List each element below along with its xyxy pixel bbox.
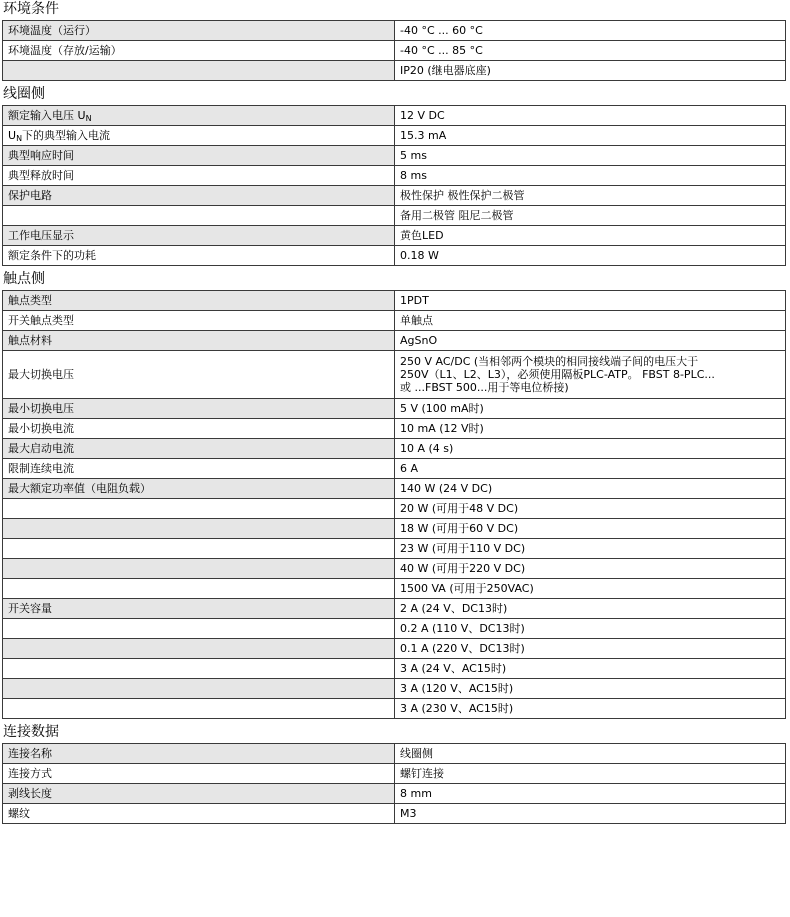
- row-label: 环境温度（运行）: [3, 21, 395, 41]
- row-label: 保护电路: [3, 186, 395, 206]
- row-value: M3: [395, 804, 786, 824]
- table-row: [3, 351, 786, 399]
- row-value: 5 V (100 mA时): [395, 399, 786, 419]
- row-label: [3, 559, 395, 579]
- row-value: [395, 351, 786, 399]
- table-row: [3, 679, 786, 699]
- table-row: [3, 459, 786, 479]
- row-value: -40 °C ... 85 °C: [395, 41, 786, 61]
- row-value: 12 V DC: [395, 106, 786, 126]
- row-value: 140 W (24 V DC): [395, 479, 786, 499]
- row-label: [3, 539, 395, 559]
- table-row: [3, 559, 786, 579]
- table-row: [3, 479, 786, 499]
- row-label: 开关触点类型: [3, 311, 395, 331]
- table-row: [3, 206, 786, 226]
- table-row: [3, 331, 786, 351]
- row-label: 限制连续电流: [3, 459, 395, 479]
- table-row: [3, 166, 786, 186]
- row-value: 18 W (可用于60 V DC): [395, 519, 786, 539]
- table-row: [3, 291, 786, 311]
- table-row: [3, 659, 786, 679]
- table-row: [3, 226, 786, 246]
- table-row: [3, 539, 786, 559]
- row-label: 螺纹: [3, 804, 395, 824]
- row-label: [3, 579, 395, 599]
- table-row: [3, 804, 786, 824]
- table-row: [3, 419, 786, 439]
- table-row: [3, 639, 786, 659]
- row-value: 0.2 A (110 V、DC13时): [395, 619, 786, 639]
- row-label: [3, 659, 395, 679]
- row-label: 额定条件下的功耗: [3, 246, 395, 266]
- contact-side-table: [2, 290, 786, 719]
- row-label: [3, 499, 395, 519]
- table-row: [3, 579, 786, 599]
- row-value: 2 A (24 V、DC13时): [395, 599, 786, 619]
- table-row: [3, 41, 786, 61]
- row-value: 8 ms: [395, 166, 786, 186]
- table-row: [3, 21, 786, 41]
- table-row: [3, 126, 786, 146]
- row-value: 0.1 A (220 V、DC13时): [395, 639, 786, 659]
- row-label: 触点材料: [3, 331, 395, 351]
- row-label: [3, 61, 395, 81]
- table-row: [3, 599, 786, 619]
- row-label: [3, 106, 395, 126]
- row-value: 0.18 W: [395, 246, 786, 266]
- table-row: [3, 764, 786, 784]
- row-label: [3, 126, 395, 146]
- row-label: 典型释放时间: [3, 166, 395, 186]
- row-label: [3, 679, 395, 699]
- row-label: 最大额定功率值（电阻负载）: [3, 479, 395, 499]
- row-label-subscript: N: [16, 134, 23, 143]
- table-row: [3, 186, 786, 206]
- row-label-prefix: U: [8, 129, 17, 142]
- value-line: 250 V AC/DC (当相邻两个模块的相同接线端子间的电压大于: [400, 355, 699, 368]
- row-label: 连接名称: [3, 744, 395, 764]
- row-value: 线圈侧: [395, 744, 786, 764]
- row-value: 8 mm: [395, 784, 786, 804]
- row-label: 剥线长度: [3, 784, 395, 804]
- row-value: 10 A (4 s): [395, 439, 786, 459]
- table-row: [3, 311, 786, 331]
- row-label: 最大启动电流: [3, 439, 395, 459]
- row-value: 6 A: [395, 459, 786, 479]
- row-value: 5 ms: [395, 146, 786, 166]
- row-value: 10 mA (12 V时): [395, 419, 786, 439]
- row-label: 最小切换电流: [3, 419, 395, 439]
- section-title-contact-side: 触点侧: [3, 271, 45, 287]
- table-row: [3, 499, 786, 519]
- row-value: 3 A (230 V、AC15时): [395, 699, 786, 719]
- environment-table: [2, 20, 786, 81]
- table-row: [3, 699, 786, 719]
- table-row: [3, 744, 786, 764]
- row-value: 40 W (可用于220 V DC): [395, 559, 786, 579]
- row-label: [3, 639, 395, 659]
- row-label: [3, 619, 395, 639]
- table-row: [3, 246, 786, 266]
- coil-side-table: [2, 105, 786, 266]
- section-title-coil-side: 线圈侧: [3, 86, 45, 102]
- row-value: 20 W (可用于48 V DC): [395, 499, 786, 519]
- row-label-text: 额定输入电压 U: [8, 109, 86, 122]
- row-label: 典型响应时间: [3, 146, 395, 166]
- table-row: [3, 519, 786, 539]
- row-value: 23 W (可用于110 V DC): [395, 539, 786, 559]
- table-row: [3, 439, 786, 459]
- table-row: [3, 619, 786, 639]
- row-label: 开关容量: [3, 599, 395, 619]
- row-label-text: 下的典型输入电流: [22, 129, 111, 142]
- row-label: 最小切换电压: [3, 399, 395, 419]
- row-label: [3, 699, 395, 719]
- row-value: 单触点: [395, 311, 786, 331]
- row-label: 环境温度（存放/运输）: [3, 41, 395, 61]
- row-value: 1PDT: [395, 291, 786, 311]
- row-label: 连接方式: [3, 764, 395, 784]
- row-value: 备用二极管 阻尼二极管: [395, 206, 786, 226]
- row-value: 3 A (24 V、AC15时): [395, 659, 786, 679]
- row-value: 1500 VA (可用于250VAC): [395, 579, 786, 599]
- connection-data-table: [2, 743, 786, 824]
- value-line: 或 ...FBST 500...用于等电位桥接): [400, 381, 569, 394]
- section-title-connection-data: 连接数据: [3, 724, 59, 740]
- table-row: [3, 106, 786, 126]
- row-value: 15.3 mA: [395, 126, 786, 146]
- row-value: AgSnO: [395, 331, 786, 351]
- row-value: IP20 (继电器底座): [395, 61, 786, 81]
- row-label: [3, 519, 395, 539]
- table-row: [3, 784, 786, 804]
- row-value: 黄色LED: [395, 226, 786, 246]
- row-label: [3, 206, 395, 226]
- value-line: 250V（L1、L2、L3），必须使用隔板PLC-ATP。 FBST 8-PLC...: [400, 368, 715, 381]
- section-title-environment: 环境条件: [3, 1, 59, 17]
- row-value: 极性保护 极性保护二极管: [395, 186, 786, 206]
- row-label: 触点类型: [3, 291, 395, 311]
- row-label-subscript: N: [85, 114, 92, 123]
- table-row: [3, 61, 786, 81]
- row-value: -40 °C ... 60 °C: [395, 21, 786, 41]
- row-label: 工作电压显示: [3, 226, 395, 246]
- row-value: 3 A (120 V、AC15时): [395, 679, 786, 699]
- table-row: [3, 146, 786, 166]
- row-value: 螺钉连接: [395, 764, 786, 784]
- row-label: 最大切换电压: [3, 351, 395, 399]
- table-row: [3, 399, 786, 419]
